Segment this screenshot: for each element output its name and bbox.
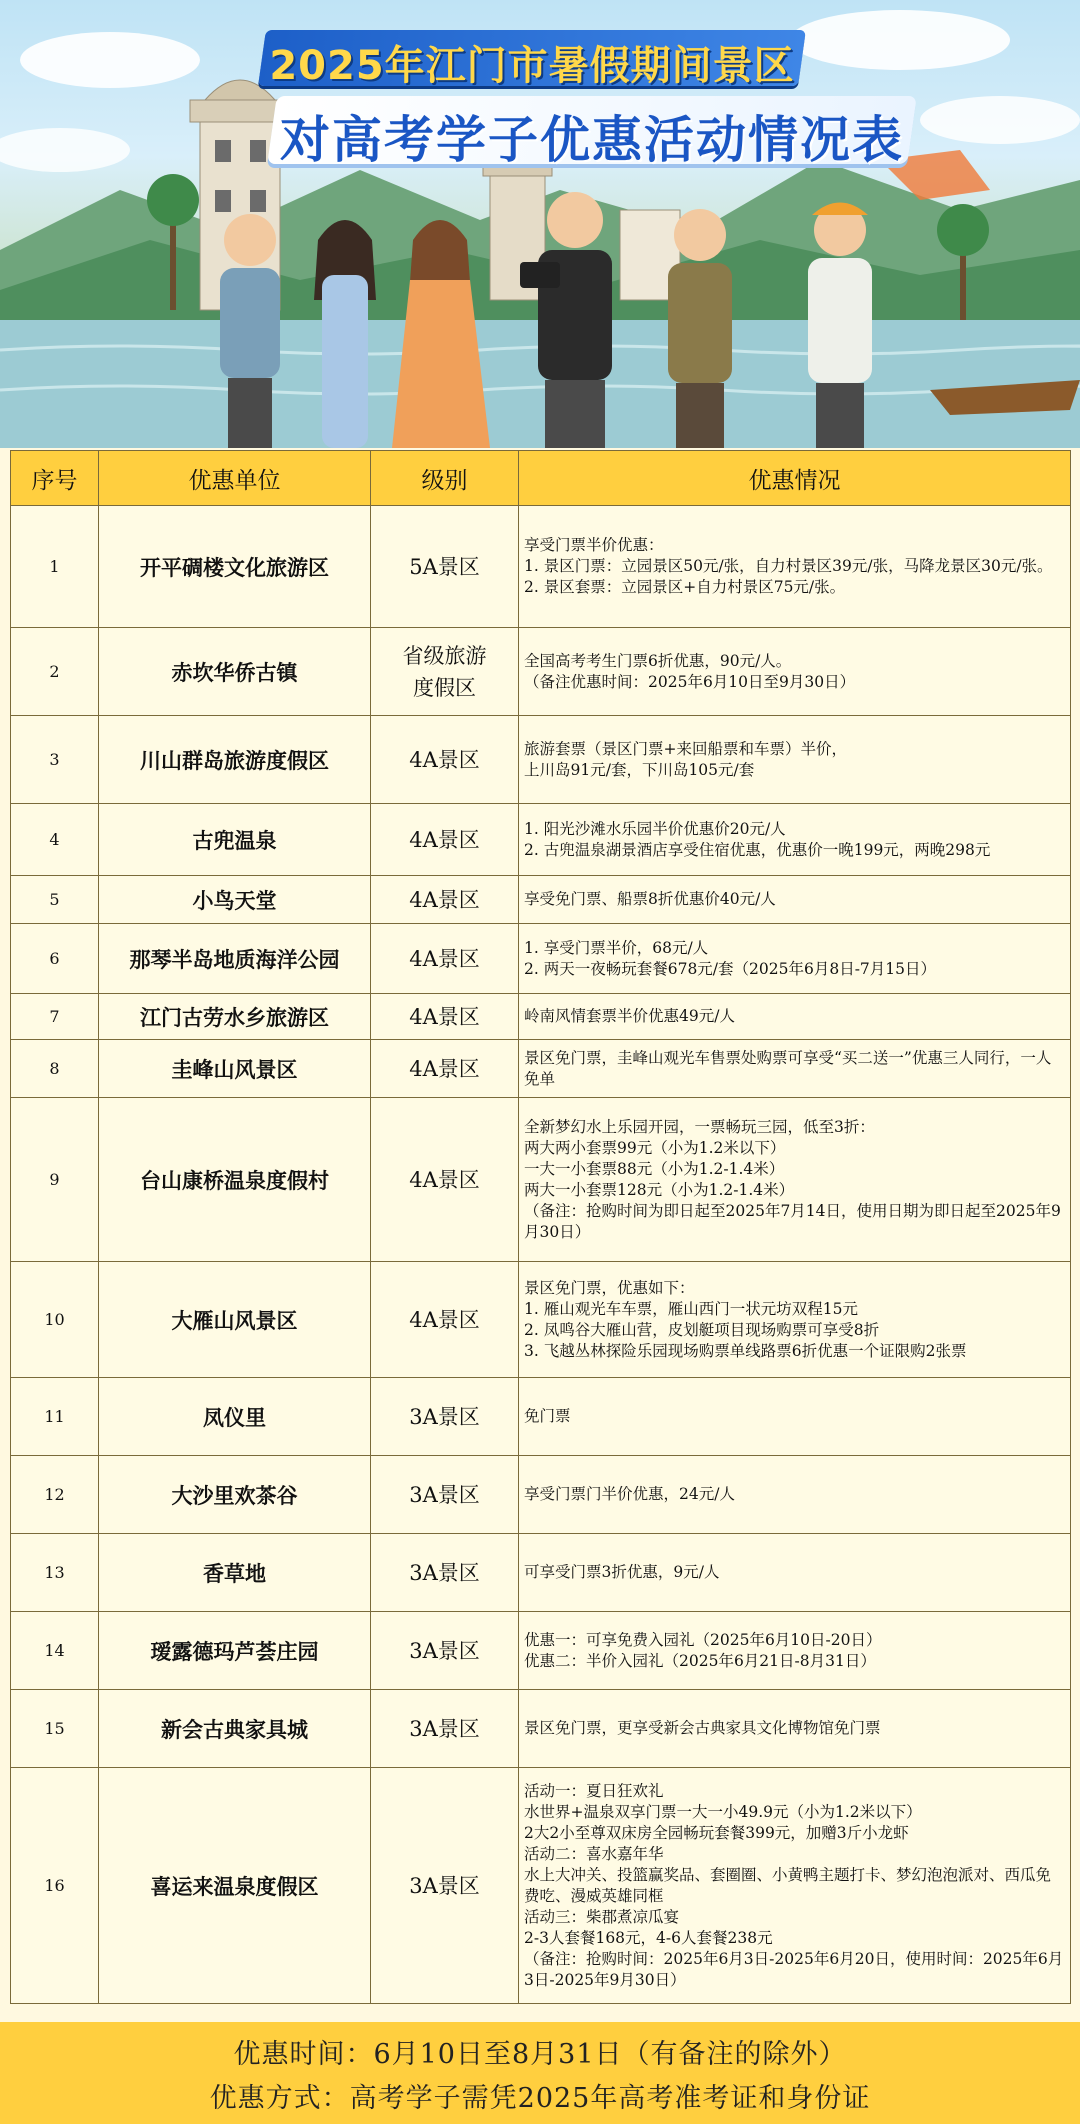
row-level: 4A景区: [371, 924, 519, 994]
table-row: [11, 1456, 1071, 1534]
row-detail: [519, 804, 1071, 876]
row-no: 6: [11, 924, 99, 994]
table-row: [11, 506, 1071, 628]
row-detail: [519, 994, 1071, 1040]
row-detail-text: 优惠一：可享免费入园礼（2025年6月10日-20日） 优惠二：半价入园礼（2025年6月21日-8月31日）: [524, 1630, 882, 1670]
row-no: 4: [11, 804, 99, 876]
row-detail-text: 享受免门票、船票8折优惠价40元/人: [524, 890, 776, 908]
table-row: [11, 924, 1071, 994]
row-unit: 喜运来温泉度假区: [99, 1768, 371, 2004]
row-level: 4A景区: [371, 1098, 519, 1262]
title-line-1: 2025年江门市暑假期间景区: [269, 43, 795, 89]
row-detail-text: 享受门票门半价优惠，24元/人: [524, 1485, 735, 1503]
row-no: 13: [11, 1534, 99, 1612]
title-line-2-wrap: [272, 96, 912, 169]
row-level: 5A景区: [371, 506, 519, 628]
row-no: 1: [11, 506, 99, 628]
row-detail-text: 旅游套票（景区门票+来回船票和车票）半价， 上川岛91元/套，下川岛105元/套: [524, 739, 847, 779]
row-detail-text: 全新梦幻水上乐园开园，一票畅玩三园，低至3折： 两大两小套票99元（小为1.2米以下） 一大一小套票88元（小为1.2-1.4米） 两大一小套票128元（小为1.2-1.4米） （备注：抢购时间为即日起至2025年7月14日，使用日期为即日起至2025年9月30日）: [524, 1117, 1061, 1241]
header-no: 序号: [11, 451, 99, 506]
table-row: [11, 1098, 1071, 1262]
row-detail: [519, 1456, 1071, 1534]
row-unit: 台山康桥温泉度假村: [99, 1098, 371, 1262]
row-unit: 香草地: [99, 1534, 371, 1612]
row-no: 3: [11, 716, 99, 804]
footer-note: [0, 2022, 1080, 2124]
table-header-row: [11, 451, 1071, 506]
row-unit: 小鸟天堂: [99, 876, 371, 924]
row-level: 3A景区: [371, 1534, 519, 1612]
discount-table-wrap: [10, 450, 1070, 2004]
row-no: 5: [11, 876, 99, 924]
row-detail-text: 可享受门票3折优惠，9元/人: [524, 1563, 720, 1581]
row-unit: 瑷露德玛芦荟庄园: [99, 1612, 371, 1690]
row-detail: [519, 1262, 1071, 1378]
row-no: 12: [11, 1456, 99, 1534]
row-level-text: 省级旅游度假区: [402, 643, 487, 700]
row-no: 9: [11, 1098, 99, 1262]
row-no: 2: [11, 628, 99, 716]
table-row: [11, 1768, 1071, 2004]
row-detail-text: 景区免门票，圭峰山观光车售票处购票可享受“买二送一”优惠三人同行，一人免单: [524, 1048, 1052, 1088]
row-unit: 新会古典家具城: [99, 1690, 371, 1768]
row-level: 4A景区: [371, 804, 519, 876]
row-unit: 大沙里欢茶谷: [99, 1456, 371, 1534]
row-detail: [519, 876, 1071, 924]
footer-method: 优惠方式：高考学子需凭2025年高考准考证和身份证: [209, 2083, 871, 2114]
table-row: [11, 1612, 1071, 1690]
row-detail: [519, 1040, 1071, 1098]
row-unit: 川山群岛旅游度假区: [99, 716, 371, 804]
row-level: 4A景区: [371, 876, 519, 924]
row-detail: [519, 1768, 1071, 2004]
table-row: [11, 1690, 1071, 1768]
header-detail: 优惠情况: [519, 451, 1071, 506]
row-detail: [519, 716, 1071, 804]
table-row: [11, 1534, 1071, 1612]
row-level: 3A景区: [371, 1378, 519, 1456]
banner-illustration: [0, 0, 1080, 448]
table-row: [11, 994, 1071, 1040]
row-no: 14: [11, 1612, 99, 1690]
header-unit: 优惠单位: [99, 451, 371, 506]
row-detail-text: 活动一：夏日狂欢礼 水世界+温泉双享门票一大一小49.9元（小为1.2米以下） 2大2小至尊双床房全园畅玩套餐399元，加赠3斤小龙虾 活动二：喜水嘉年华 水上大冲关、投篮赢奖品、套圈圈、小黄鸭主题打卡、梦幻泡泡派对、西瓜免费吃、漫威英雄同框 活动三：柴郡煮凉瓜宴 2-3人套餐168元，4-6人套餐238元 （备注：抢购时间：2025年6月3日-2025年6月20日，使用时间：2025年6月3日-2025年9月30日）: [524, 1781, 1064, 1989]
row-unit: 那琴半岛地质海洋公园: [99, 924, 371, 994]
row-unit: 江门古劳水乡旅游区: [99, 994, 371, 1040]
row-level: 4A景区: [371, 994, 519, 1040]
row-detail-text: 免门票: [524, 1407, 571, 1425]
row-level: 3A景区: [371, 1690, 519, 1768]
row-detail: [519, 1378, 1071, 1456]
row-unit: 赤坎华侨古镇: [99, 628, 371, 716]
row-detail: [519, 1534, 1071, 1612]
row-detail-text: 全国高考考生门票6折优惠，90元/人。 （备注优惠时间：2025年6月10日至9月30日）: [524, 651, 856, 691]
row-no: 16: [11, 1768, 99, 2004]
row-level: 4A景区: [371, 716, 519, 804]
row-no: 11: [11, 1378, 99, 1456]
row-level: 4A景区: [371, 1262, 519, 1378]
row-level: 3A景区: [371, 1456, 519, 1534]
row-detail-text: 岭南风情套票半价优惠49元/人: [524, 1007, 735, 1025]
table-row: [11, 1040, 1071, 1098]
row-level: [371, 628, 519, 716]
row-detail-text: 享受门票半价优惠： 1. 景区门票：立园景区50元/张，自力村景区39元/张，马降龙景区30元/张。 2. 景区套票：立园景区+自力村景区75元/张。: [524, 536, 1053, 596]
row-no: 7: [11, 994, 99, 1040]
row-detail-text: 1. 阳光沙滩水乐园半价优惠价20元/人 2. 古兜温泉湖景酒店享受住宿优惠，优惠价一晚199元，两晚298元: [524, 819, 991, 859]
row-detail-text: 景区免门票，更享受新会古典家具文化博物馆免门票: [524, 1719, 881, 1737]
row-unit: 圭峰山风景区: [99, 1040, 371, 1098]
row-unit: 凤仪里: [99, 1378, 371, 1456]
table-row: [11, 804, 1071, 876]
row-unit: 大雁山风景区: [99, 1262, 371, 1378]
row-no: 15: [11, 1690, 99, 1768]
row-no: 10: [11, 1262, 99, 1378]
row-no: 8: [11, 1040, 99, 1098]
table-row: [11, 1378, 1071, 1456]
row-detail: [519, 924, 1071, 994]
table-row: [11, 1262, 1071, 1378]
row-level: 4A景区: [371, 1040, 519, 1098]
table-row: [11, 628, 1071, 716]
footer-time: 优惠时间：6月10日至8月31日（有备注的除外）: [233, 2039, 847, 2070]
title-line-1-wrap: [262, 30, 802, 89]
table-row: [11, 716, 1071, 804]
row-level: 3A景区: [371, 1612, 519, 1690]
table-row: [11, 876, 1071, 924]
row-detail: [519, 628, 1071, 716]
header-level: 级别: [371, 451, 519, 506]
row-detail: [519, 1098, 1071, 1262]
row-detail-text: 1. 享受门票半价，68元/人 2. 两天一夜畅玩套餐678元/套（2025年6月8日-7月15日）: [524, 938, 937, 978]
row-level: 3A景区: [371, 1768, 519, 2004]
row-detail: [519, 506, 1071, 628]
row-unit: 开平碉楼文化旅游区: [99, 506, 371, 628]
row-detail: [519, 1612, 1071, 1690]
row-detail-text: 景区免门票，优惠如下： 1. 雁山观光车车票，雁山西门一状元坊双程15元 2. 凤鸣谷大雁山营，皮划艇项目现场购票可享受8折 3. 飞越丛林探险乐园现场购票单线路票6折优惠一个证限购2张票: [524, 1278, 967, 1360]
discount-table: [10, 450, 1071, 2004]
row-unit: 古兜温泉: [99, 804, 371, 876]
row-detail: [519, 1690, 1071, 1768]
title-line-2: 对高考学子优惠活动情况表: [280, 111, 904, 169]
